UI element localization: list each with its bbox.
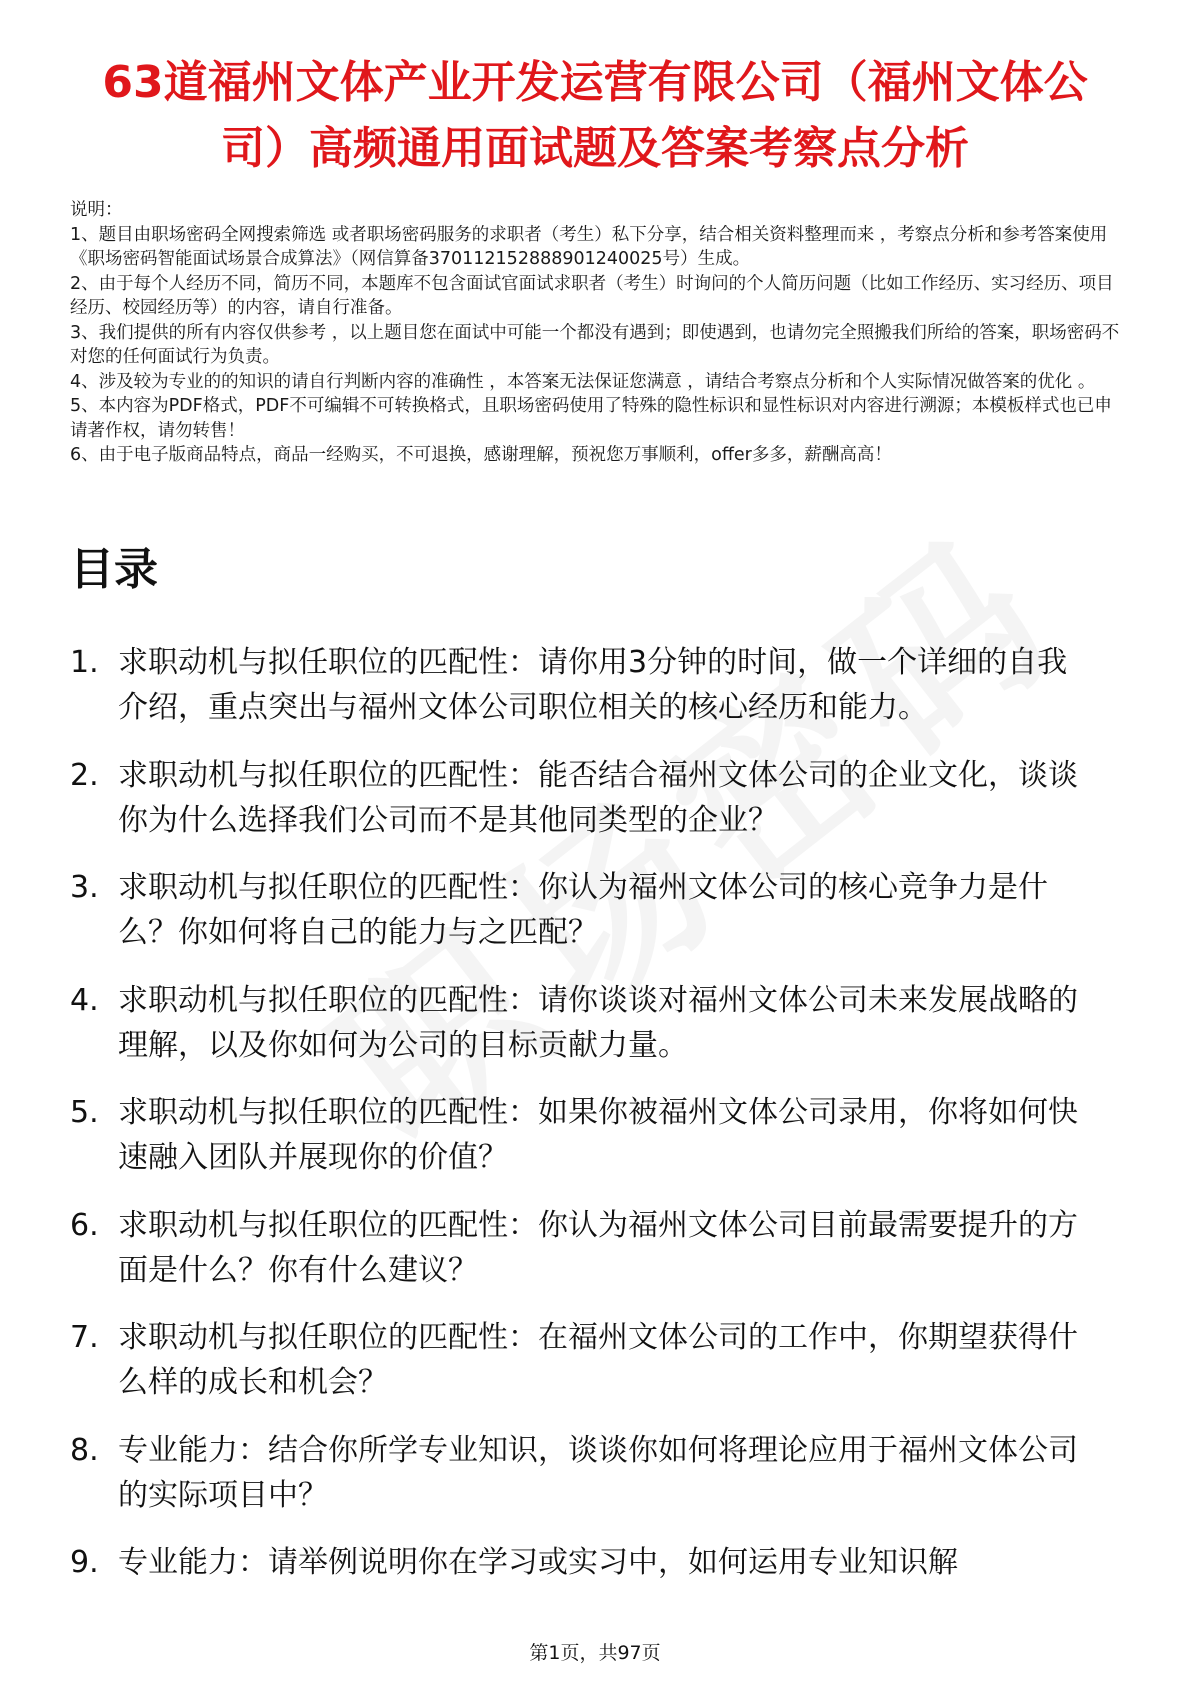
toc-item-number: 7. <box>70 1320 99 1355</box>
toc-list <box>70 640 1130 1608</box>
toc-item[interactable] <box>70 978 1130 1068</box>
toc-item[interactable] <box>70 1315 1130 1405</box>
page-footer: 第1页，共97页 <box>529 1642 661 1664</box>
toc-item-number: 8. <box>70 1432 99 1468</box>
toc-item[interactable] <box>70 1540 1130 1585</box>
toc-item[interactable] <box>70 753 1130 843</box>
toc-item-text: 求职动机与拟任职位的匹配性：你认为福州文体公司的核心竞争力是什么？你如何将自己的能力与之匹配？ <box>118 870 1048 950</box>
document-title: 63道福州文体产业开发运营有限公司（福州文体公司）高频通用面试题及答案考察点分析 <box>102 57 1088 174</box>
toc-item[interactable] <box>70 640 1130 730</box>
toc-item-text: 求职动机与拟任职位的匹配性：请你用3分钟的时间，做一个详细的自我介绍，重点突出与福州文体公司职位相关的核心经历和能力。 <box>118 645 1068 725</box>
note-item: 5、本内容为PDF格式，PDF不可编辑不可转换格式，且职场密码使用了特殊的隐性标识和显性标识对内容进行溯源；本模板样式也已申请著作权，请勿转售！ <box>70 396 1112 441</box>
note-item: 6、由于电子版商品特点，商品一经购买，不可退换，感谢理解，预祝您万事顺利，offer多多，薪酬高高！ <box>70 445 892 465</box>
toc-heading: 目录 <box>70 544 158 595</box>
toc-item[interactable] <box>70 865 1130 955</box>
toc-item-number: 5. <box>70 1095 99 1130</box>
toc-item-text: 求职动机与拟任职位的匹配性：你认为福州文体公司目前最需要提升的方面是什么？你有什么建议？ <box>118 1207 1078 1288</box>
toc-item-text: 专业能力：结合你所学专业知识，谈谈你如何将理论应用于福州文体公司的实际项目中？ <box>118 1432 1078 1513</box>
toc-item-text: 求职动机与拟任职位的匹配性：在福州文体公司的工作中，你期望获得什么样的成长和机会？ <box>118 1320 1078 1400</box>
toc-item-text: 求职动机与拟任职位的匹配性：如果你被福州文体公司录用，你将如何快速融入团队并展现你的价值？ <box>118 1095 1078 1175</box>
note-item: 4、涉及较为专业的的知识的请自行判断内容的准确性 ，本答案无法保证您满意 ，请结合考察点分析和个人实际情况做答案的优化 。 <box>70 371 1096 392</box>
toc-item-text: 求职动机与拟任职位的匹配性：能否结合福州文体公司的企业文化，谈谈你为什么选择我们公司而不是其他同类型的企业？ <box>118 757 1078 838</box>
toc-item[interactable] <box>70 1428 1130 1518</box>
note-item: 2、由于每个人经历不同，简历不同，本题库不包含面试官面试求职者（考生）时询问的个人简历问题（比如工作经历、实习经历、项目经历、校园经历等）的内容，请自行准备。 <box>70 273 1114 318</box>
toc-item-number: 4. <box>70 982 99 1018</box>
toc-item-number: 2. <box>70 757 99 793</box>
note-item: 1、题目由职场密码全网搜索筛选 或者职场密码服务的求职者（考生）私下分享，结合相关资料整理而来 ，考察点分析和参考答案使用《职场密码智能面试场景合成算法》（网信算备370112152888901240025号）生成。 <box>70 224 1108 269</box>
toc-item-number: 3. <box>70 870 99 905</box>
toc-item-text: 求职动机与拟任职位的匹配性：请你谈谈对福州文体公司未来发展战略的理解，以及你如何为公司的目标贡献力量。 <box>118 982 1078 1063</box>
toc-item[interactable] <box>70 1203 1130 1293</box>
notes-section <box>70 198 1125 468</box>
note-item: 3、我们提供的所有内容仅供参考 ，以上题目您在面试中可能一个都没有遇到；即使遇到，也请勿完全照搬我们所给的答案，职场密码不对您的任何面试行为负责。 <box>70 322 1120 367</box>
toc-item-number: 6. <box>70 1207 99 1243</box>
toc-item-text: 专业能力：请举例说明你在学习或实习中，如何运用专业知识解 <box>118 1545 958 1580</box>
toc-item-number: 9. <box>70 1545 99 1580</box>
toc-item[interactable] <box>70 1090 1130 1180</box>
toc-item-number: 1. <box>70 645 99 680</box>
notes-heading: 说明： <box>70 200 123 220</box>
